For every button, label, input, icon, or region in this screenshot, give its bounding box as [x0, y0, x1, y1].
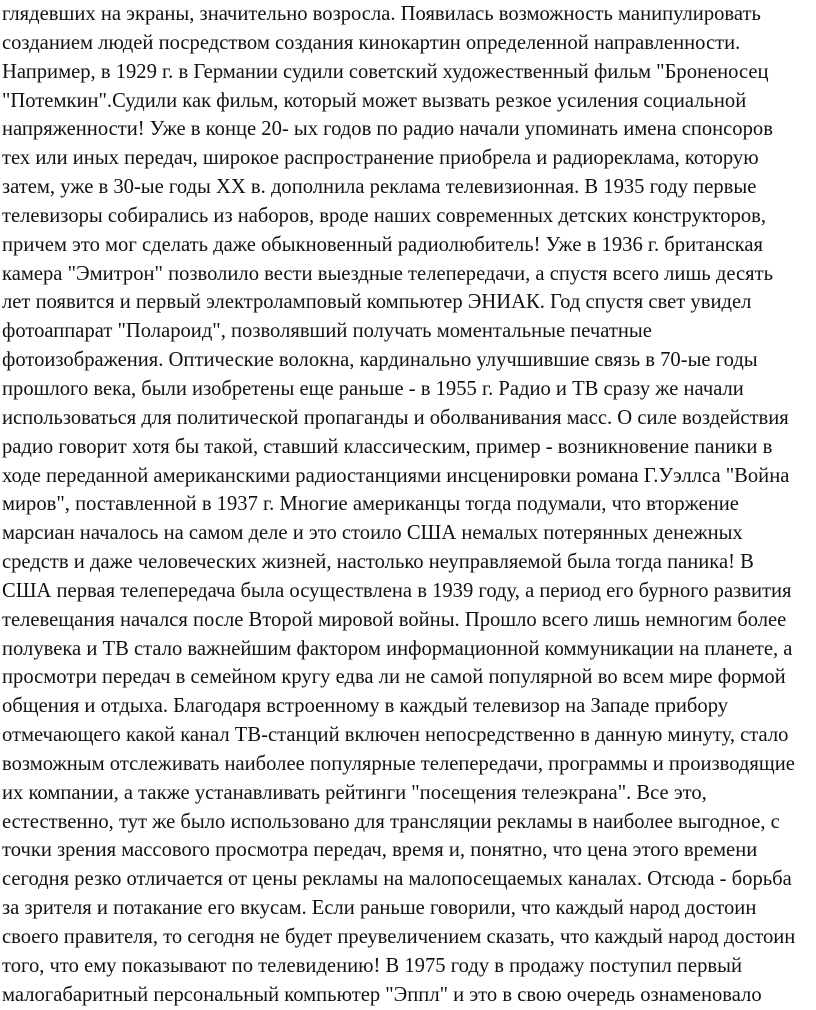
text-line: тех или иных передач, широкое распространение приобрела и радиореклама, которую: [2, 147, 759, 170]
text-line: малогабаритный персональный компьютер "Эппл" и это в свою очередь ознаменовало: [2, 983, 762, 1006]
text-line: своего правителя, то сегодня не будет преувеличением сказать, что каждый народ достоин: [2, 926, 796, 948]
text-line: использоваться для политической пропаганды и оболванивания масс. О силе воздействия: [2, 406, 789, 429]
text-line: глядевших на экраны, значительно возросла. Появилась возможность манипулировать: [2, 3, 761, 25]
text-line: сегодня резко отличается от цены рекламы на малопосещаемых каналах. Отсюда - борьба: [2, 868, 792, 891]
text-line: естественно, тут же было использовано для трансляции рекламы в наиболее выгодное, с: [2, 810, 780, 833]
text-line: просмотри передач в семейном кругу едва ли не самой популярной во всем мире формой: [2, 666, 786, 689]
text-line: Например, в 1929 г. в Германии судили советский художественный фильм "Броненосец: [2, 60, 769, 83]
text-line: отмечающего какой канал ТВ-станций включен непосредственно в данную минуту, стало: [2, 724, 789, 747]
body-text: [2, 0, 814, 1010]
text-line: фотоизображения. Оптические волокна, кардинально улучшившие связь в 70-ые годы: [2, 349, 758, 372]
text-line: точки зрения массового просмотра передач, время и, понятно, что цена этого времени: [2, 839, 758, 862]
text-line: затем, уже в 30-ые годы XX в. дополнила реклама телевизионная. В 1935 году первые: [2, 176, 757, 199]
text-line: телевещания начался после Второй мировой войны. Прошло всего лишь немногим более: [2, 608, 787, 631]
text-line: марсиан началось на самом деле и это стоило США немалых потерянных денежных: [2, 522, 743, 545]
text-line: общения и отдыха. Благодаря встроенному в каждый телевизор на Западе прибору: [2, 695, 729, 718]
text-line: радио говорит хотя бы такой, ставший классическим, пример - возникновение паники в: [2, 435, 773, 458]
text-line: причем это мог сделать даже обыкновенный радиолюбитель! Уже в 1936 г. британская: [2, 233, 763, 256]
text-line: созданием людей посредством создания кинокартин определенной направленности.: [2, 31, 741, 54]
text-line: напряженности! Уже в конце 20- ых годов по радио начали упоминать имена спонсоров: [2, 118, 773, 141]
text-line: ходе переданной американскими радиостанциями инсценировки романа Г.Уэллса "Война: [2, 464, 790, 487]
text-line: возможным отслеживать наиболее популярные телепередачи, программы и производящие: [2, 752, 795, 775]
text-line: США первая телепередача была осуществлена в 1939 году, а период его бурного развития: [2, 579, 792, 602]
text-line: их компании, а также устанавливать рейтинги "посещения телеэкрана". Все это,: [2, 781, 707, 804]
text-line: того, что ему показывают по телевидению! В 1975 году в продажу поступил первый: [2, 954, 742, 977]
text-line: за зрителя и потакание его вкусам. Если раньше говорили, что каждый народ достоин: [2, 897, 757, 920]
text-line: миров", поставленной в 1937 г. Многие американцы тогда подумали, что вторжение: [2, 493, 739, 516]
text-line: "Потемкин".Судили как фильм, который может вызвать резкое усиления социальной: [2, 89, 747, 112]
text-line: камера "Эмитрон" позволило вести выездные телепередачи, а спустя всего лишь десять: [2, 262, 773, 285]
text-line: фотоаппарат "Полароид", позволявший получать моментальные печатные: [2, 320, 652, 343]
text-line: средств и даже человеческих жизней, настолько неуправляемой была тогда паника! В: [2, 551, 754, 574]
text-line: телевизоры собирались из наборов, вроде наших современных детских конструкторов,: [2, 204, 767, 227]
text-line: полувека и ТВ стало важнейшим фактором информационной коммуникации на планете, а: [2, 637, 793, 660]
text-line: прошлого века, были изобретены еще раньше - в 1955 г. Радио и ТВ сразу же начали: [2, 377, 744, 400]
text-line: лет появится и первый электроламповый компьютер ЭНИАК. Год спустя свет увидел: [2, 291, 752, 314]
